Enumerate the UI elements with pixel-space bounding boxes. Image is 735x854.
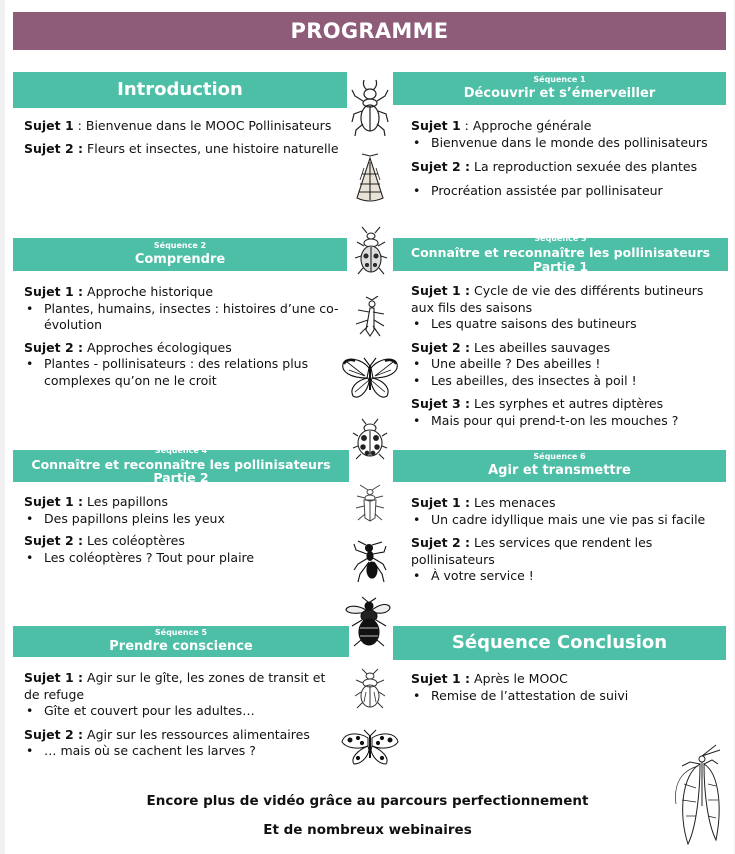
seq6-bullet-2: • À votre service ! [411, 568, 727, 585]
intro-subject-2: Sujet 2 : Fleurs et insectes, une histoire naturelle [24, 140, 339, 156]
seq1-bullet-1: • Bienvenue dans le monde des pollinisateurs [411, 135, 729, 152]
seq4-subject-2: Sujet 2 : Les coléoptères [24, 533, 185, 548]
sequence-6-heading: Agir et transmettre [488, 463, 631, 479]
sequence-2-number: Séquence 2 [153, 240, 207, 250]
sequence-4-content [24, 494, 344, 566]
ant-icon [352, 540, 388, 584]
sequence-3-content [411, 283, 727, 429]
sequence-1-content [411, 118, 729, 199]
sequence-2-band [13, 238, 347, 271]
lacewing-icon [672, 744, 724, 848]
sequence-2-content [24, 284, 339, 389]
seq5-subject-1: Sujet 1 : Agir sur le gîte, les zones de transit et de refuge [24, 670, 326, 702]
sequence-6-number: Séquence 6 [533, 452, 586, 462]
seq4-bullet-1: • Des papillons pleins les yeux [24, 511, 344, 528]
sequence-1-heading: Découvrir et s’émerveiller [463, 85, 656, 101]
sequence-1-band [393, 72, 726, 105]
seq3-subject-2: Sujet 2 : Les abeilles sauvages [411, 339, 611, 355]
butterfly-icon [341, 356, 399, 400]
seq5-bullet-2: • … mais où se cachent les larves ? [24, 743, 336, 760]
sequence-5-band [13, 626, 349, 657]
conclusion-bullet-1: • Remise de l’attestation de suivi [411, 688, 727, 705]
seq4-bullet-2: • Les coléoptères ? Tout pour plaire [24, 550, 344, 567]
seq6-bullet-1: • Un cadre idyllique mais une vie pas si facile [411, 512, 727, 529]
seq3-subject-3: Sujet 3 : Les syrphes et autres diptères [411, 396, 664, 411]
beetle-icon [354, 226, 388, 276]
seq3-bullet-2a: • Une abeille ? Des abeilles ! [411, 356, 727, 373]
sequence-4-band [13, 445, 349, 486]
introduction-heading: Introduction [117, 79, 243, 101]
conclusion-heading: Séquence Conclusion [451, 632, 668, 654]
seq2-bullet-2: • Plantes - pollinisateurs : des relations plus complexes qu’on ne le croit [24, 356, 339, 389]
seq6-subject-2: Sujet 2 : Les services que rendent les pollinisateurs [411, 535, 653, 567]
conclusion-band [393, 626, 726, 660]
sequence-5-heading: Prendre conscience [109, 638, 253, 654]
sequence-6-content [411, 495, 727, 585]
introduction-content [24, 118, 349, 157]
rove-beetle-icon [352, 296, 388, 340]
sequence-2-heading: Comprendre [134, 251, 226, 267]
sequence-3-number: Séquence 3 [534, 234, 587, 244]
seq6-subject-1: Sujet 1 : Les menaces [411, 495, 556, 510]
footer-line-1: Encore plus de vidéo grâce au parcours perfectionnement [146, 793, 589, 809]
conclusion-subject-1: Sujet 1 : Après le MOOC [411, 671, 568, 686]
scarab-beetle-icon [354, 668, 386, 710]
intro-subject-1: Sujet 1 : Bienvenue dans le MOOC Pollinisateurs [24, 118, 332, 133]
seq3-bullet-2b: • Les abeilles, des insectes à poil ! [411, 373, 727, 390]
seq3-bullet-1: • Les quatre saisons des butineurs [411, 316, 727, 333]
longhorn-beetle-icon [354, 484, 386, 524]
seq5-bullet-1: • Gîte et couvert pour les adultes… [24, 703, 336, 720]
sequence-1-number: Séquence 1 [533, 74, 586, 84]
sequence-5-content [24, 670, 336, 760]
ladybug-icon [352, 418, 388, 462]
seq3-bullet-3: • Mais pour qui prend-t-on les mouches ? [411, 413, 727, 430]
moth-icon [352, 152, 388, 206]
sequence-4-number: Séquence 4 [154, 445, 208, 455]
seq5-subject-2: Sujet 2 : Agir sur les ressources alimentaires [24, 726, 310, 742]
sequence-5-number: Séquence 5 [154, 627, 208, 637]
programme-title [13, 12, 726, 50]
conclusion-content [411, 671, 727, 704]
sequence-3-heading: Connaître et reconnaître les pollinisateurs Partie 1 [410, 245, 711, 274]
seq4-subject-1: Sujet 1 : Les papillons [24, 494, 168, 509]
sequence-6-band [393, 450, 726, 482]
seq2-subject-2: Sujet 2 : Approches écologiques [24, 339, 232, 355]
seq2-bullet-1: • Plantes, humains, insectes : histoires d’une co-évolution [24, 301, 339, 334]
sequence-3-band [393, 234, 728, 274]
seq1-subject-2: Sujet 2 : La reproduction sexuée des plantes [411, 159, 698, 174]
bumblebee-icon [344, 596, 392, 648]
stag-beetle-icon [350, 76, 390, 138]
patterned-moth-icon [340, 728, 400, 768]
introduction-band [13, 72, 347, 108]
programme-title-text: PROGRAMME [290, 19, 449, 43]
seq2-subject-1: Sujet 1 : Approche historique [24, 284, 214, 299]
sequence-4-heading: Connaître et reconnaître les pollinisateurs Partie 2 [31, 456, 331, 486]
seq1-subject-1: Sujet 1 : Approche générale [411, 118, 592, 133]
footer-line-2: Et de nombreux webinaires [263, 822, 472, 838]
seq3-subject-1: Sujet 1 : Cycle de vie des différents butineurs aux fils des saisons [411, 283, 704, 315]
seq1-bullet-2: • Procréation assistée par pollinisateur [411, 183, 729, 200]
